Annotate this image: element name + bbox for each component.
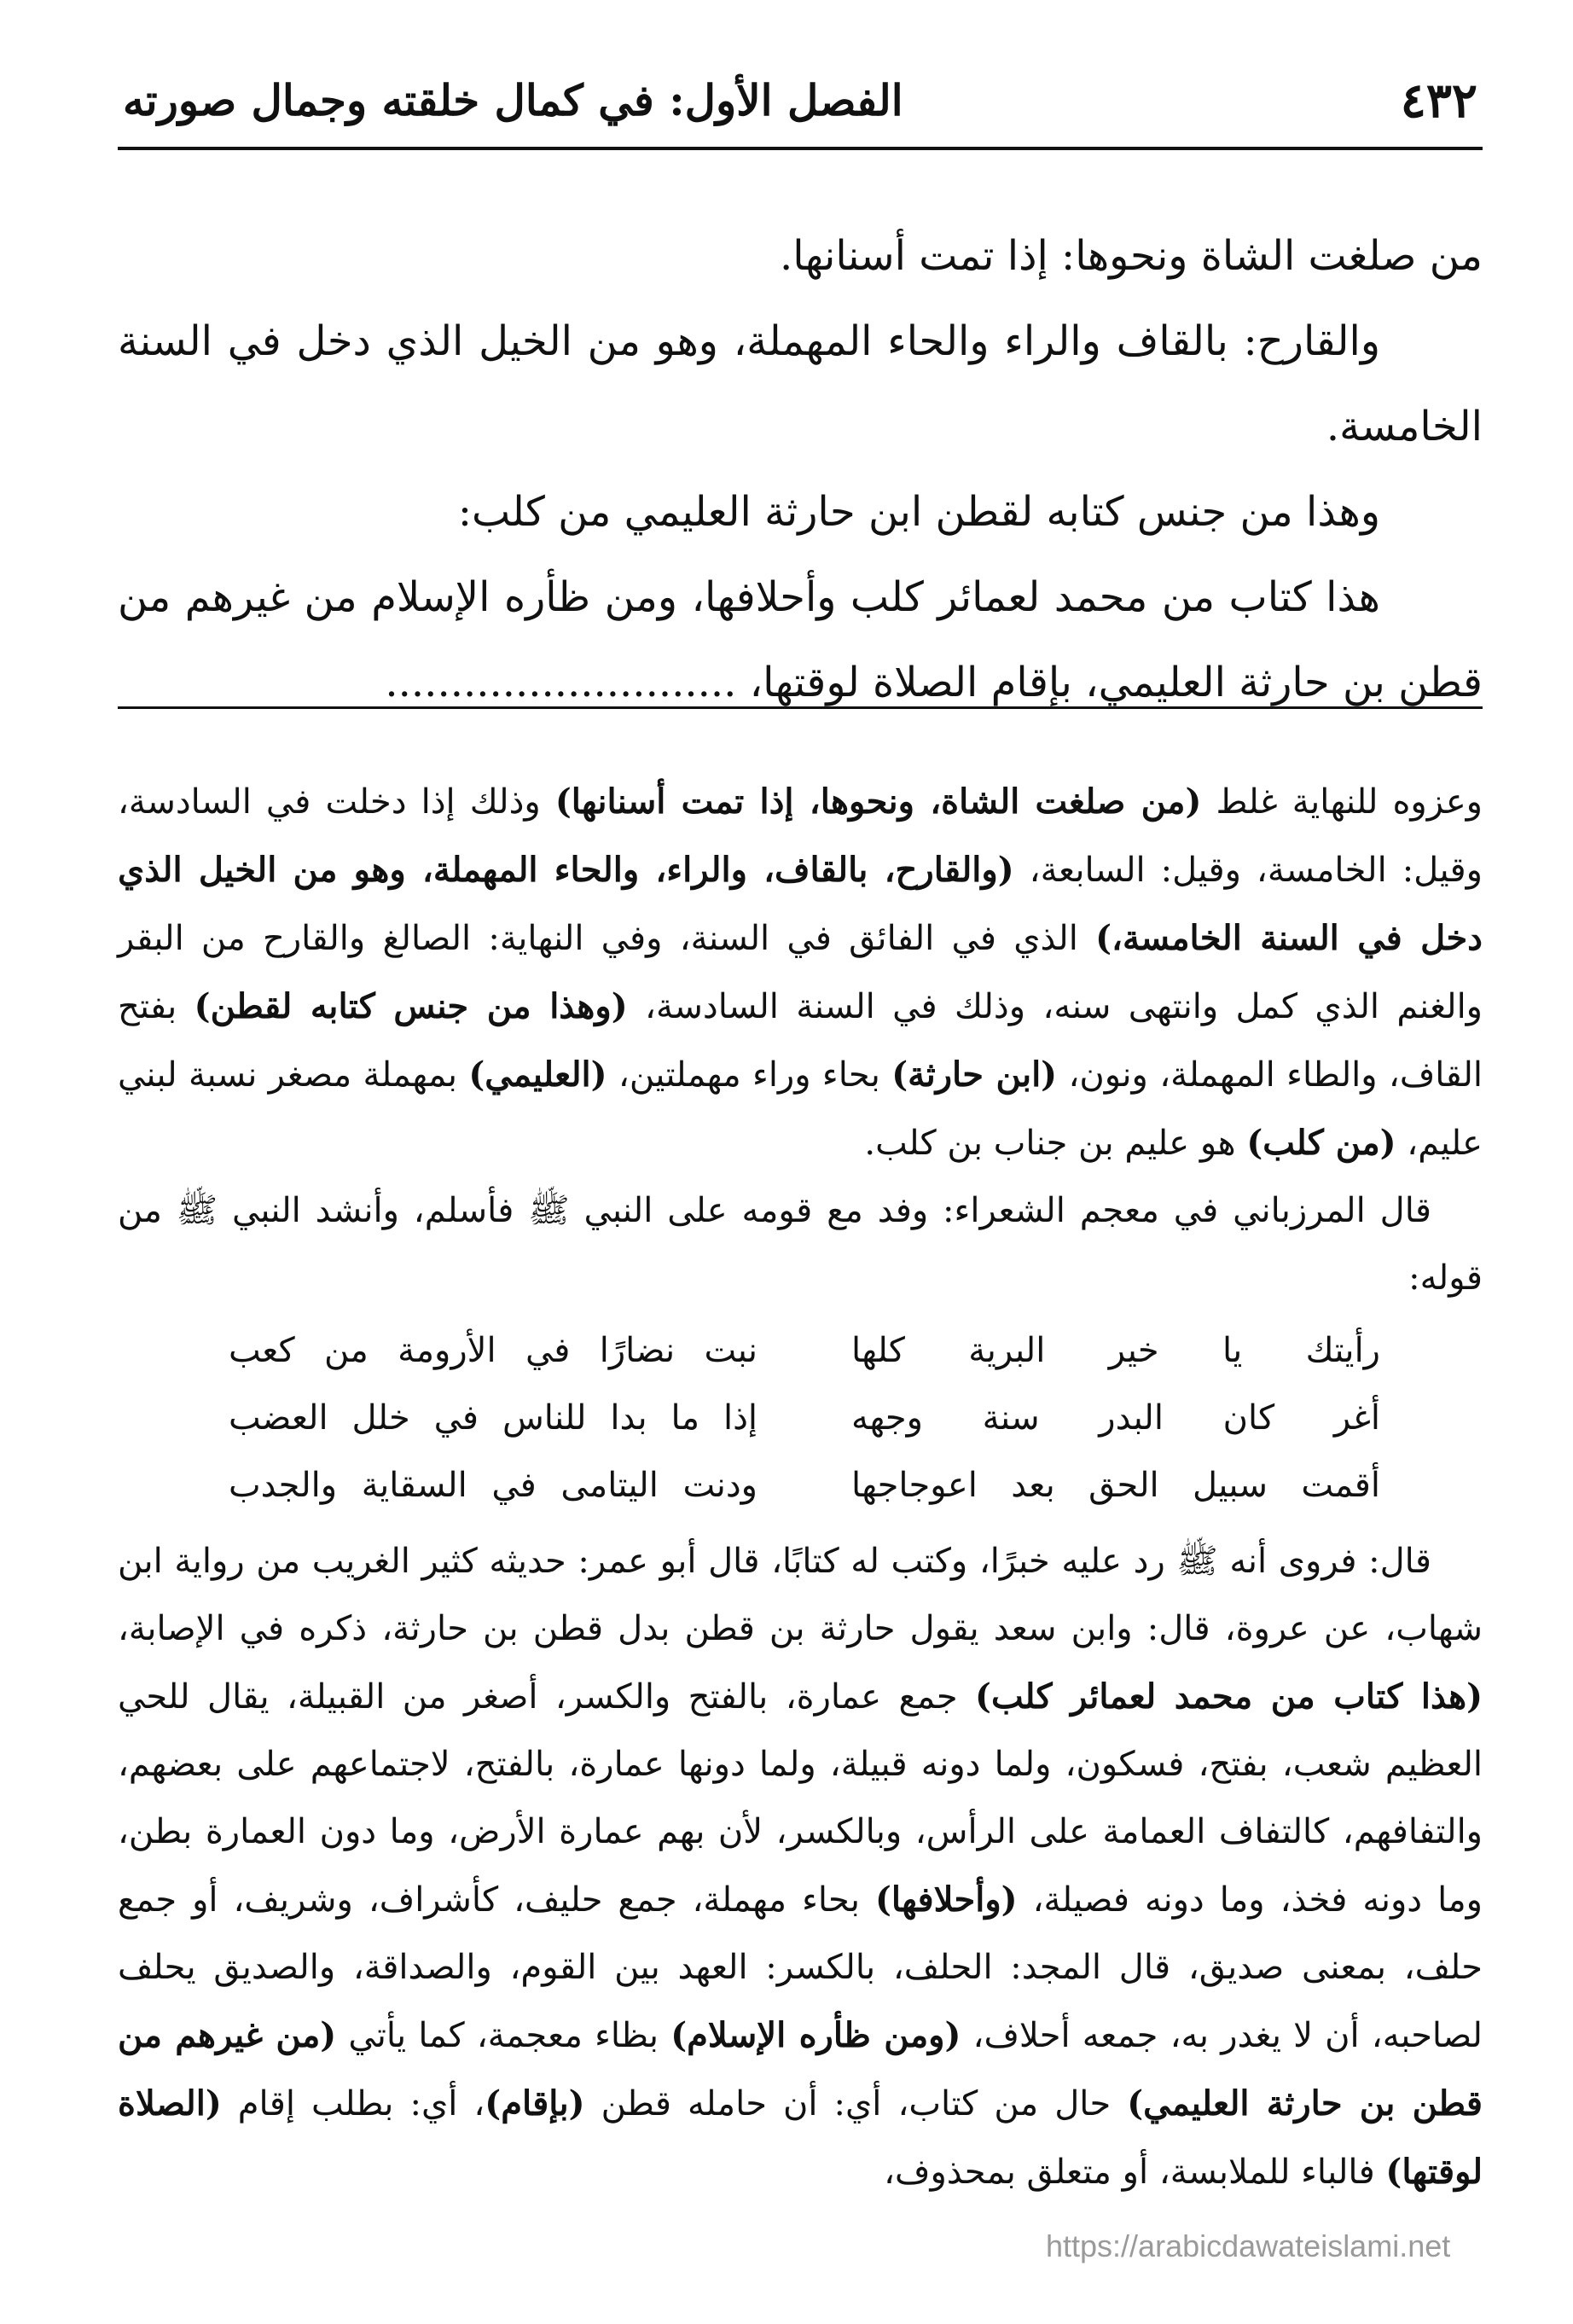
running-title: الفصل الأول: في كمال خلقته وجمال صورته — [123, 75, 903, 125]
main-paragraph: والقارح: بالقاف والراء والحاء المهملة، وهو من الخيل الذي دخل في السنة الخامسة. — [118, 317, 1483, 450]
quoted-text: (الصلاة لوقتها) — [118, 2083, 1483, 2192]
commentary-text: فالباء للملابسة، أو متعلق بمحذوف، — [884, 2153, 1386, 2192]
commentary — [118, 768, 1483, 2206]
quoted-text: (من غيرهم من قطن بن حارثة العليمي) — [118, 2015, 1483, 2124]
quoted-text: (ومن ظأره الإسلام) — [670, 2015, 961, 2055]
main-paragraph-text: هذا كتاب من محمد لعمائر كلب وأحلافها، ومن ظأره الإسلام من غيرهم من قطن بن حارثة العليمي، بإقام الصلاة لوقتها، — [118, 573, 1483, 706]
commentary-text: بمهملة مصغر نسبة لبني عليم، — [118, 1055, 1483, 1163]
commentary-text: ، أي: بطلب إقام — [221, 2084, 485, 2124]
first-hemistich: أقمت سبيل الحق بعد اعوجاجها — [851, 1466, 1380, 1505]
quoted-text: (هذا كتاب من محمد لعمائر كلب) — [975, 1676, 1483, 1717]
poem-verse — [118, 1317, 1483, 1385]
commentary-text: الذي في الفائق في السنة، وفي النهاية: الصالغ والقارح من البقر والغنم الذي كمل وانتهى سنه، وذلك في السنة السادسة، — [118, 919, 1483, 1026]
commentary-paragraph — [118, 768, 1483, 1177]
page-header — [118, 67, 1483, 135]
main-paragraph: وهذا من جنس كتابه لقطن ابن حارثة العليمي من كلب: — [457, 488, 1380, 536]
commentary-paragraph — [118, 1528, 1483, 2206]
quoted-text: (وهذا من جنس كتابه لقطن) — [194, 986, 628, 1026]
page-number: ٤٣٢ — [1400, 73, 1477, 129]
quoted-text: (من كلب) — [1246, 1123, 1396, 1163]
first-hemistich: أغر كان البدر سنة وجهه — [851, 1398, 1380, 1438]
second-hemistich: إذا ما بدا للناس في خلل العضب — [229, 1398, 757, 1438]
commentary-text: حال من كتاب، أي: أن حامله قطن — [584, 2084, 1128, 2124]
main-text — [118, 213, 1483, 725]
quoted-text: (ابن حارثة) — [891, 1055, 1058, 1095]
quoted-text: (العليمي) — [468, 1055, 607, 1095]
ellipsis-dots: ........................... — [385, 659, 737, 706]
poem-verse — [118, 1452, 1483, 1519]
commentary-text: بحاء وراء مهملتين، — [607, 1055, 892, 1095]
footnote-rule — [118, 706, 1483, 709]
first-hemistich: رأيتك يا خير البرية كلها — [851, 1331, 1380, 1370]
quoted-text: (من صلغت الشاة، ونحوها، إذا تمت أسنانها) — [554, 781, 1202, 822]
commentary-text: قال: فروى أنه ﷺ رد عليه خبرًا، وكتب له كتابًا، قال أبو عمر: حديثه كثير الغريب من رواية ابن شهاب، عن عروة، قال: وابن سعد يقول حارثة بن قطن بدل قطن بن حارثة، ذكره في الإصابة، — [118, 1542, 1483, 1648]
commentary-text: جمع عمارة، بالفتح والكسر، أصغر من القبيلة، يقال للحي العظيم شعب، بفتح، فسكون، ولما دونه قبيلة، ولما دونها عمارة، بالفتح، لاجتماعهم على بعضهم، والتفافهم، كالتفاف العمامة على الرأس، وبالكسر، لأن بهم عمارة الأرض، وما دون العمارة بطن، وما دونه فخذ، وما دونه فصيلة، — [118, 1677, 1483, 1920]
poem-verse — [118, 1385, 1483, 1452]
quoted-text: (وأحلافها) — [874, 1880, 1018, 1920]
second-hemistich: نبت نضارًا في الأرومة من كعب — [229, 1331, 757, 1370]
poem — [118, 1317, 1483, 1519]
commentary-text: هو عليم بن جناب بن كلب. — [864, 1124, 1247, 1163]
source-watermark: https://arabicdawateislami.net — [1046, 2228, 1451, 2263]
commentary-text: بفتح القاف، والطاء المهملة، ونون، — [118, 987, 1483, 1095]
quoted-text: (والقارح، بالقاف، والراء، والحاء المهملة، وهو من الخيل الذي دخل في السنة الخامسة،) — [118, 850, 1483, 958]
header-rule — [118, 147, 1483, 150]
main-paragraph: من صلغت الشاة ونحوها: إذا تمت أسنانها. — [779, 232, 1483, 280]
main-paragraph — [118, 555, 1483, 725]
commentary-text: وذلك إذا دخلت في السادسة، وقيل: الخامسة، وقيل: السابعة، — [118, 782, 1483, 890]
quoted-text: (بإقام) — [485, 2083, 585, 2124]
commentary-text: بظاء معجمة، كما يأتي — [336, 2016, 671, 2055]
commentary-text: بحاء مهملة، جمع حليف، كأشراف، وشريف، أو جمع حلف، بمعنى صديق، قال المجد: الحلف، بالكسر: العهد بين القوم، والصداقة، والصديق يحلف لصاحبه، أن لا يغدر به، جمعه أحلاف، — [118, 1880, 1483, 2055]
commentary-text: وعزوه للنهاية غلط — [1201, 782, 1483, 822]
commentary-paragraph: قال المرزباني في معجم الشعراء: وفد مع قومه على النبي ﷺ فأسلم، وأنشد النبي ﷺ من قوله: — [118, 1191, 1483, 1298]
second-hemistich: ودنت اليتامى في السقاية والجدب — [229, 1466, 757, 1505]
